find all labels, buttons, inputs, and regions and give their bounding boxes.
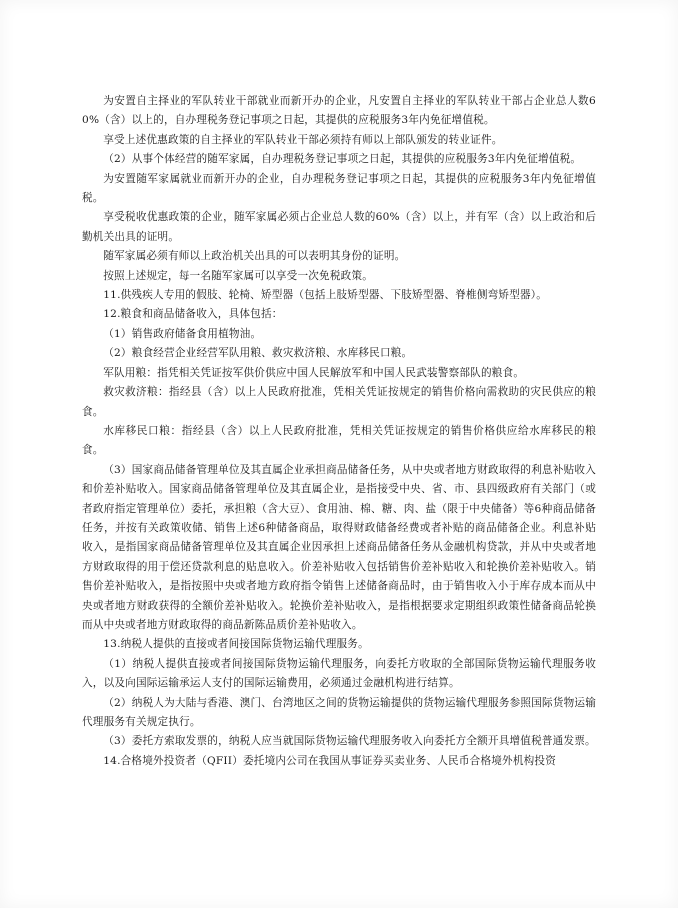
paragraph: （2）从事个体经营的随军家属，自办理税务登记事项之日起，其提供的应税服务3年内免征增值税。 [103,153,582,166]
paragraph: 随军家属必须有师以上政治机关出具的可以表明其身份的证明。 [103,250,406,263]
paragraph: 为安置自主择业的军队转业干部就业而新开办的企业，凡安置自主择业的军队转业干部占企业总人数60%（含）以上的，自办理税务登记事项之日起，其提供的应税服务3年内免征增值税。 [82,95,596,127]
paragraph: （2）粮食经营企业经营军队用粮、救灾救济粮、水库移民口粮。 [103,347,413,360]
paragraph: （1）销售政府储备食用植物油。 [103,327,262,340]
paragraph: 为安置随军家属就业而新开办的企业，自办理税务登记事项之日起，其提供的应税服务3年内免征增值税。 [82,172,596,205]
paragraph: （3）委托方索取发票的，纳税人应当就国际货物运输代理服务收入向委托方全额开具增值税普通发票。 [103,735,596,748]
section-heading: 14.合格境外投资者（QFII）委托境内公司在我国从事证券买卖业务、人民币合格境外机构投资 [103,754,556,767]
paragraph: （3）国家商品储备管理单位及其直属企业承担商品储备任务，从中央或者地方财政取得的利息补贴收入和价差补贴收入。国家商品储备管理单位及其直属企业，是指接受中央、省、市、县四级政府有关部门（或者政府指定管理单位）委托，承担粮（含大豆）、食用油、棉、糖、肉、盐（限于中央储备）等6种商品储备任务，并按有关政策收储、销售上述6种储备商品，取得财政储备经费或者补贴的商品储备企业。利息补贴收入，是指国家商品储备管理单位及其直属企业因承担上述商品储备任务从金融机构贷款，并从中央或者地方财政取得的用于偿还贷款利息的贴息收入。价差补贴收入包括销售价差补贴收入和轮换价差补贴收入。销售价差补贴收入，是指按照中央或者地方政府指令销售上述储备商品时，由于销售收入小于库存成本而从中央或者地方财政获得的全额价差补贴收入。轮换价差补贴收入，是指根据要求定期组织政策性储备商品轮换而从中央或者地方财政取得的商品新陈品质价差补贴收入。 [82,463,596,631]
paragraph: 享受税收优惠政策的企业，随军家属必须占企业总人数的60%（含）以上，并有军（含）以上政治和后勤机关出具的证明。 [82,211,596,243]
section-heading: 11.供残疾人专用的假肢、轮椅、矫型器（包括上肢矫型器、下肢矫型器、脊椎侧弯矫型器）。 [103,289,548,302]
paragraph: 按照上述规定，每一名随军家属可以享受一次免税政策。 [103,269,374,282]
paragraph: （2）纳税人为大陆与香港、澳门、台湾地区之间的货物运输提供的货物运输代理服务参照国际货物运输代理服务有关规定执行。 [82,696,596,728]
paragraph: 水库移民口粮：指经县（含）以上人民政府批准，凭相关凭证按规定的销售价格供应给水库移民的粮食。 [82,424,596,457]
paragraph: 军队用粮：指凭相关凭证按军供价供应中国人民解放军和中国人民武装警察部队的粮食。 [103,366,525,379]
paragraph: 享受上述优惠政策的自主择业的军队转业干部必须持有师以上部队颁发的转业证件。 [103,133,503,146]
section-heading: 12.粮食和商品储备收入，具体包括： [103,308,283,321]
paragraph: 救灾救济粮：指经县（含）以上人民政府批准，凭相关凭证按规定的销售价格向需救助的灾民供应的粮食。 [82,386,596,418]
paragraph: （1）纳税人提供直接或者间接国际货物运输代理服务，向委托方收取的全部国际货物运输代理服务收入，以及向国际运输承运人支付的国际运输费用，必须通过金融机构进行结算。 [82,657,596,690]
section-heading: 13.纳税人提供的直接或者间接国际货物运输代理服务。 [103,638,369,651]
